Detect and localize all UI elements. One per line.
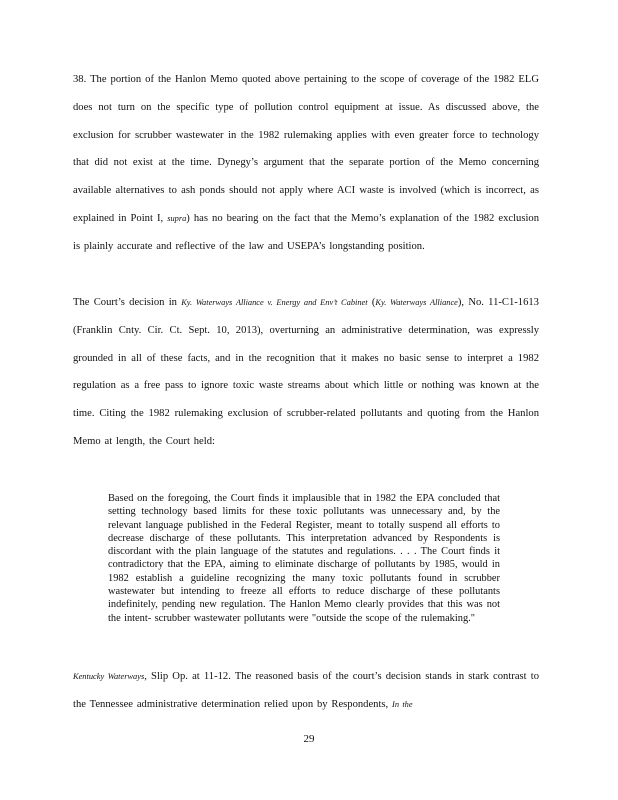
paragraph-38-text: 38. The portion of the Hanlon Memo quoted above pertaining to the scope of coverage of the 1982 ELG does not turn on the specific type of pollution control equipment at issue. As discussed above, the exclusion for scrubber wastewater in the 1982 rulemaking applies with even greater force to technology that did not exist at the time. Dynegy’s argument that the separate portion of the Memo concerning available alternatives to ash ponds should not apply where ACI waste is involved (which is incorrect, as explained in Point I, (73, 74, 539, 224)
block-quote: Based on the foregoing, the Court finds it implausible that in 1982 the EPA concluded that setting technology based limits for these toxic pollutants was unnecessary and, by the relevant language published in the Federal Register, meant to totally suspend all efforts to decrease discharge of these pollutants. This interpretation advanced by Respondents is discordant with the plain language of the statutes and regulations. . . . The Court finds it contradictory that the EPA, aiming to eliminate discharge of pollutants by 1985, would in 1982 establish a guideline recognizing the many toxic pollutants found in scrubber wastewater but intending to freeze all efforts to reduce discharge of these pollutants indefinitely, pending new regulation. The Hanlon Memo clearly provides that this was not the intent- scrubber wastewater pollutants were "outside the scope of the rulemaking." (108, 493, 500, 624)
paragraph-38-tail: ) has no bearing on the fact that the Memo’s explanation of the 1982 exclusion is plainly accurate and reflective of the law and USEPA’s longstanding position. (73, 212, 539, 252)
court-decision-paragraph (73, 289, 539, 456)
page-number: 29 (303, 733, 315, 745)
kentucky-waterways-citation: Kentucky Waterways (73, 672, 145, 681)
court-paragraph-lead: The Court’s decision in (73, 297, 182, 308)
case-short-name: Ky. Waterways Alliance (375, 298, 458, 307)
court-paragraph-paren: ( (367, 297, 376, 308)
closing-paragraph-text: , Slip Op. at 11-12. The reasoned basis of the court’s decision stands in stark contrast to the Tennessee administrative determination relied upon by Respondents, (73, 671, 539, 710)
case-name-citation: Ky. Waterways Alliance v. Energy and Env’t Cabinet (181, 298, 368, 307)
closing-paragraph (73, 663, 539, 719)
closing-trailing-italic: In the (392, 699, 413, 709)
court-paragraph-rest: ), No. 11-C1-1613 (Franklin Cnty. Cir. Ct. Sept. 10, 2013), overturning an administrative determination, was expressly grounded in all of these facts, and in the recognition that it makes no basic sense to interpret a 1982 regulation as a free pass to ignore toxic waste streams about which little or nothing was known at the time. Citing the 1982 rulemaking exclusion of scrubber-related pollutants and quoting from the Hanlon Memo at length, the Court held: (73, 297, 539, 447)
supra-citation: supra (167, 213, 187, 223)
paragraph-38 (73, 66, 539, 261)
